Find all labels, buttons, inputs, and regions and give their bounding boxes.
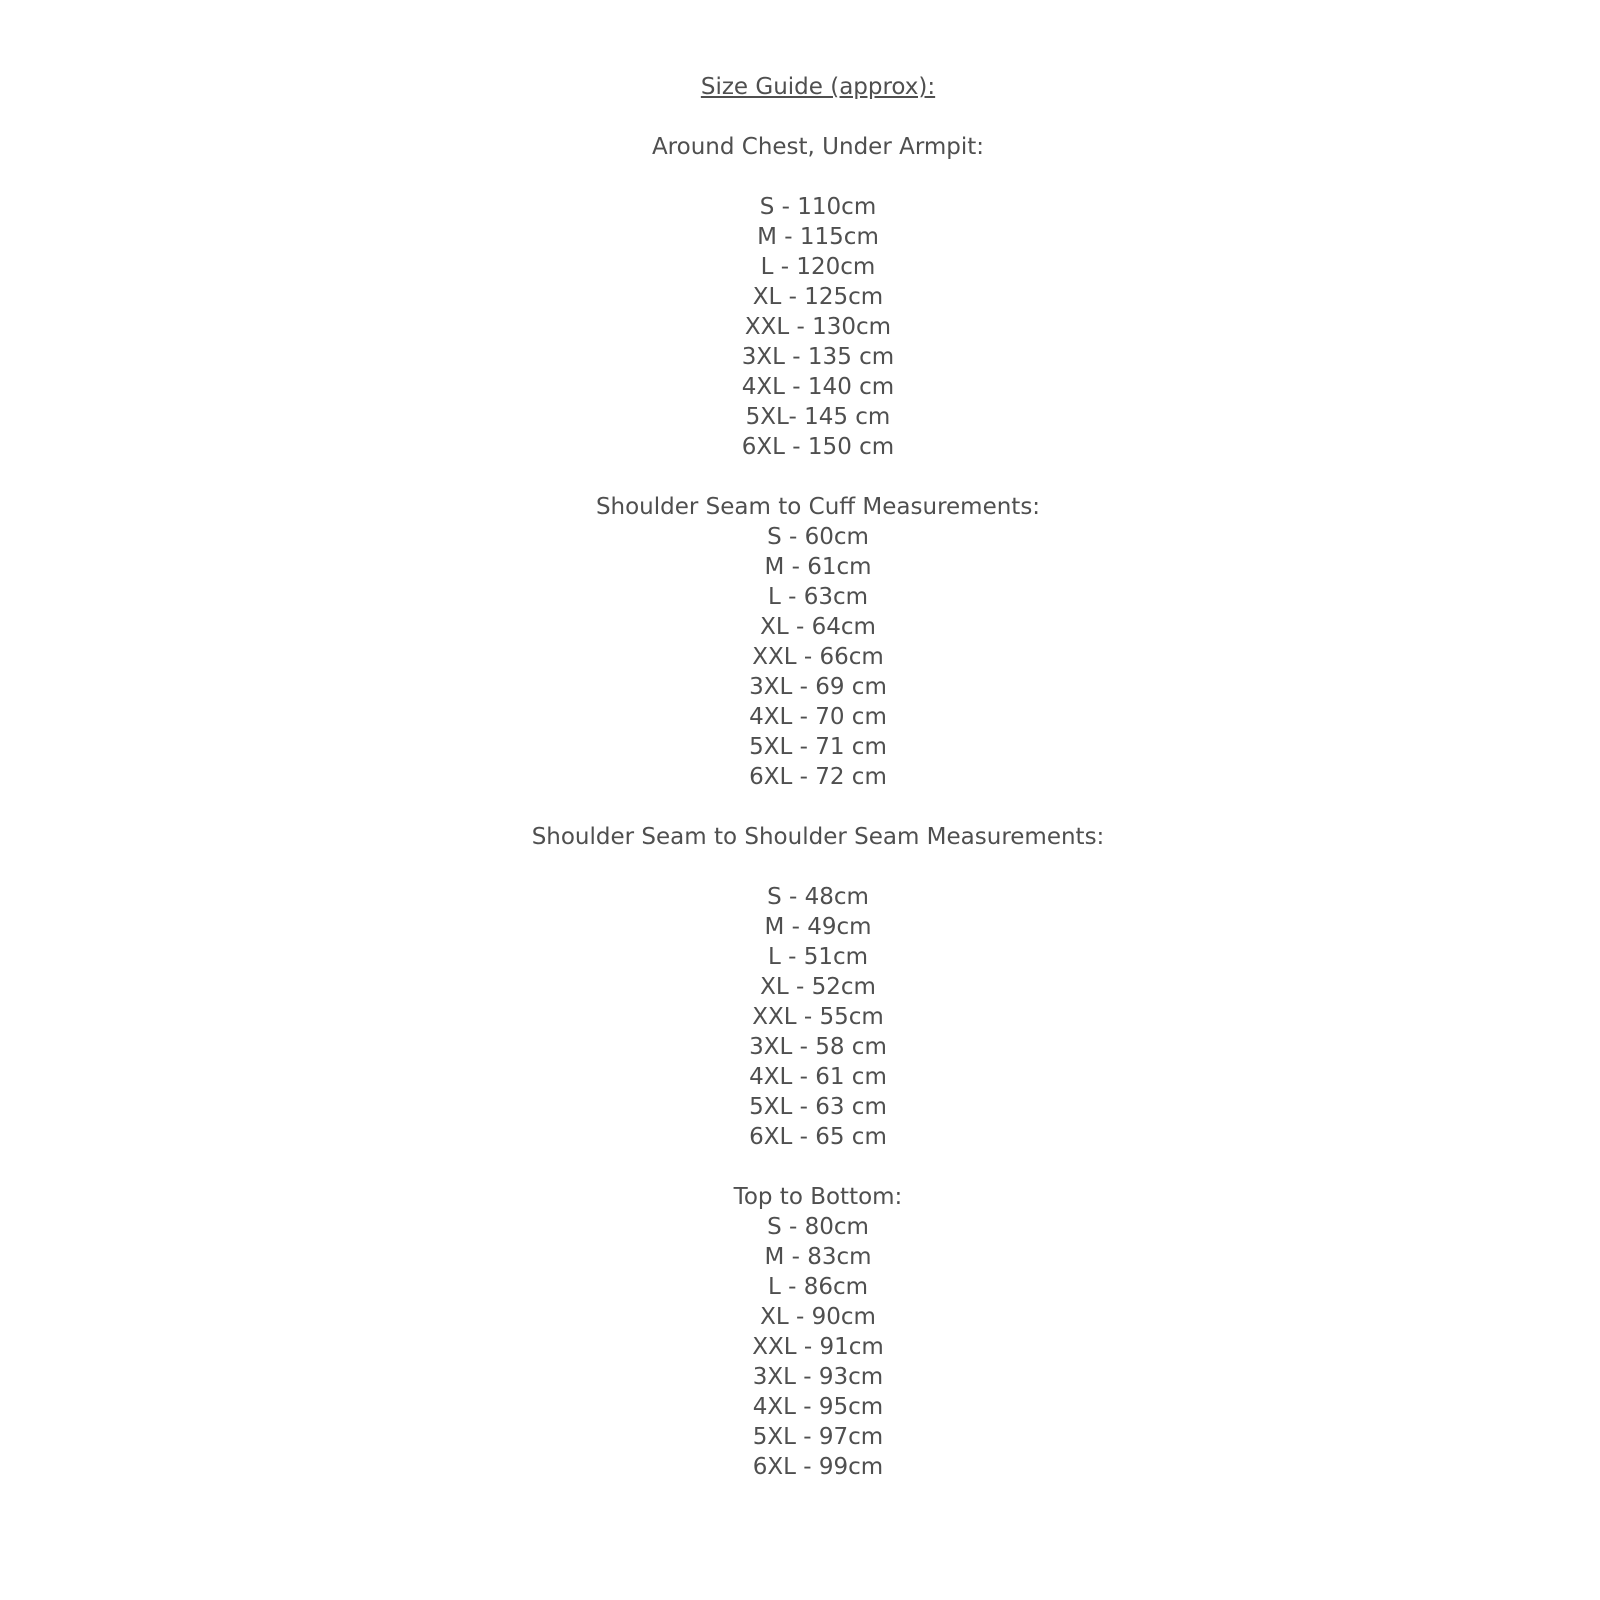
measurement-line: XL - 64cm (760, 614, 876, 640)
measurement-line: XL - 90cm (760, 1304, 876, 1330)
measurement-line: XXL - 55cm (752, 1004, 884, 1030)
measurement-line: XL - 125cm (752, 284, 884, 310)
measurement-line: M - 49cm (764, 914, 872, 940)
measurement-line: 3XL - 135 cm (741, 344, 895, 370)
size-guide-title: Size Guide (approx): (700, 74, 936, 100)
blank-line (18, 792, 1600, 822)
measurement-line: M - 115cm (757, 224, 879, 250)
measurement-line: 5XL- 145 cm (745, 404, 891, 430)
blank-line (18, 102, 1600, 132)
measurement-line: 4XL - 95cm (752, 1394, 884, 1420)
size-guide-document (18, 0, 1600, 1482)
section-heading: Shoulder Seam to Cuff Measurements: (595, 494, 1041, 520)
sections-container (18, 132, 1600, 1482)
measurement-line: L - 63cm (767, 584, 869, 610)
section-heading: Top to Bottom: (733, 1184, 903, 1210)
size-section (18, 132, 1600, 462)
measurement-line: 5XL - 71 cm (749, 734, 887, 760)
measurement-line: 4XL - 61 cm (749, 1064, 887, 1090)
measurement-line: 3XL - 58 cm (749, 1034, 887, 1060)
blank-line (18, 162, 1600, 192)
measurement-line: 6XL - 150 cm (741, 434, 895, 460)
measurement-line: 5XL - 63 cm (749, 1094, 887, 1120)
blank-line (18, 852, 1600, 882)
measurement-line: S - 80cm (767, 1214, 869, 1240)
measurement-line: 6XL - 99cm (752, 1454, 884, 1480)
measurement-line: 4XL - 70 cm (749, 704, 887, 730)
measurement-line: 6XL - 72 cm (749, 764, 887, 790)
measurement-line: 3XL - 69 cm (749, 674, 887, 700)
size-section (18, 822, 1600, 1152)
measurement-line: L - 51cm (767, 944, 869, 970)
section-heading: Shoulder Seam to Shoulder Seam Measurements: (531, 824, 1105, 850)
measurement-line: L - 120cm (760, 254, 876, 280)
measurement-line: XL - 52cm (760, 974, 876, 1000)
blank-line (18, 1152, 1600, 1182)
measurement-line: 3XL - 93cm (752, 1364, 884, 1390)
measurement-line: 5XL - 97cm (752, 1424, 884, 1450)
measurement-line: L - 86cm (767, 1274, 869, 1300)
blank-line (18, 462, 1600, 492)
measurement-line: XXL - 66cm (752, 644, 884, 670)
measurement-line: XXL - 91cm (752, 1334, 884, 1360)
measurement-line: S - 60cm (767, 524, 869, 550)
measurement-line: M - 61cm (764, 554, 872, 580)
measurement-line: M - 83cm (764, 1244, 872, 1270)
measurement-line: XXL - 130cm (744, 314, 892, 340)
measurement-line: S - 110cm (759, 194, 877, 220)
size-section (18, 492, 1600, 792)
measurement-line: S - 48cm (767, 884, 869, 910)
size-section (18, 1182, 1600, 1482)
measurement-line: 4XL - 140 cm (741, 374, 895, 400)
measurement-line: 6XL - 65 cm (749, 1124, 887, 1150)
section-heading: Around Chest, Under Armpit: (651, 134, 985, 160)
